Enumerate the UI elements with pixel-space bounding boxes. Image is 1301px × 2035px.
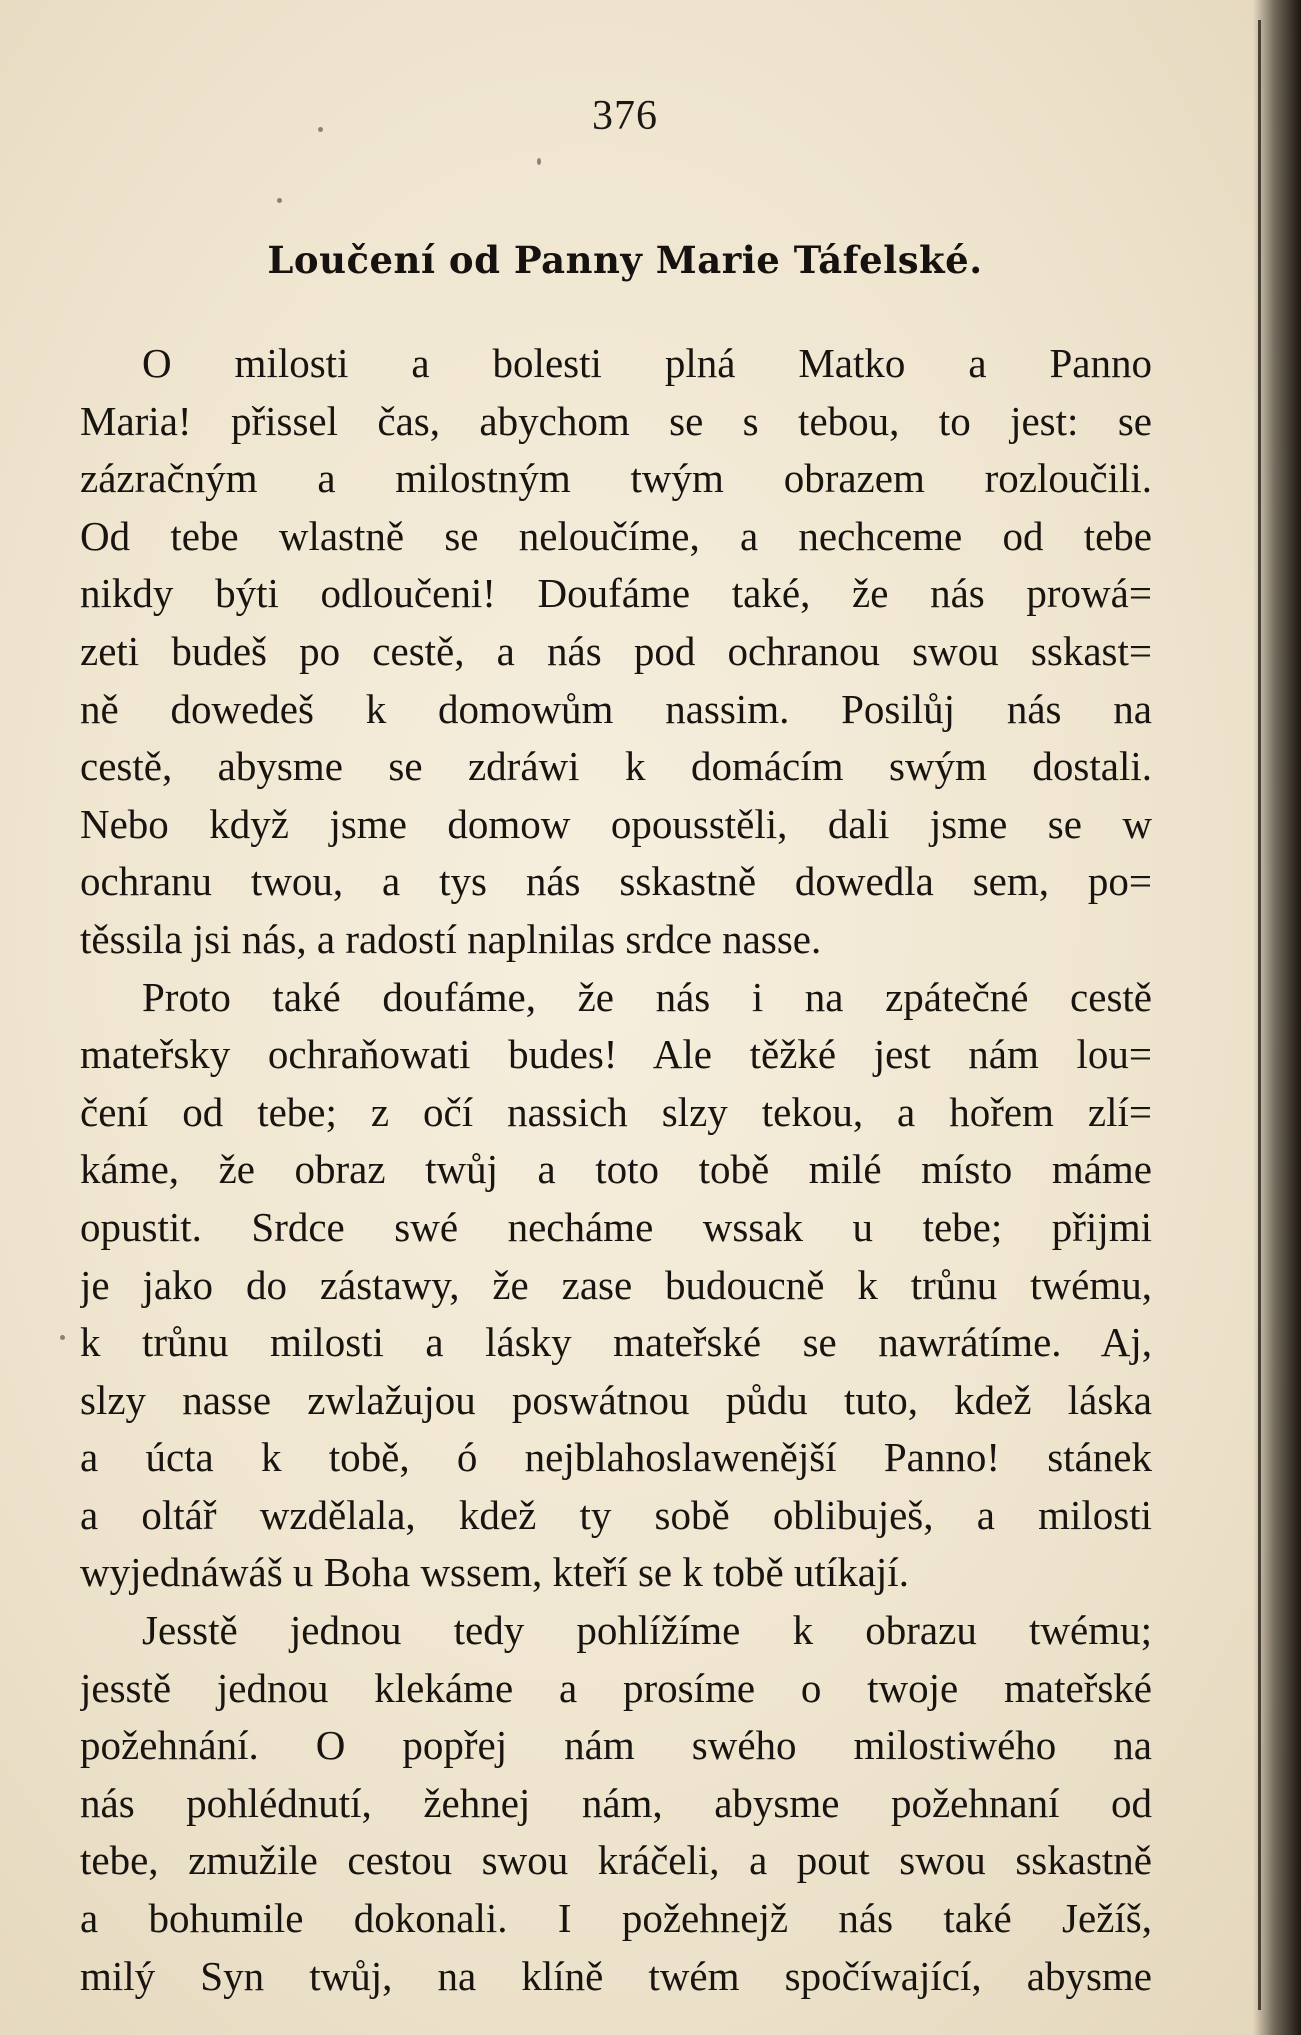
text-line: a úcta k tobě, ó nejblahoslawenější Panno! stánek bbox=[80, 1434, 1152, 1481]
text-line: Nebo když jsme domow opousstěli, dali jsme se w bbox=[80, 800, 1152, 847]
text-line: wyjednáwáš u Boha wssem, kteří se k tobě utíkají. bbox=[80, 1549, 909, 1596]
text-line: Maria! přissel čas, abychom se s tebou, to jest: se bbox=[80, 397, 1152, 444]
paper-speck bbox=[60, 1335, 65, 1340]
text-line: cestě, abysme se zdráwi k domácím swým dostali. bbox=[80, 743, 1152, 790]
text-line: a bohumile dokonali. I požehnejž nás také Ježíš, bbox=[80, 1895, 1152, 1942]
text-line: O milosti a bolesti plná Matko a Panno bbox=[142, 340, 1152, 386]
text-line: ochranu twou, a tys nás sskastně dowedla sem, po= bbox=[80, 858, 1152, 905]
text-line: Od tebe wlastně se neloučíme, a nechceme od tebe bbox=[80, 512, 1152, 559]
text-line: k trůnu milosti a lásky mateřské se nawrátíme. Aj, bbox=[80, 1319, 1152, 1366]
text-line: milý Syn twůj, na klíně twém spočíwající, abysme bbox=[80, 1952, 1152, 1999]
text-line: opustit. Srdce swé necháme wssak u tebe; přijmi bbox=[80, 1203, 1152, 1250]
text-line: tebe, zmužile cestou swou kráčeli, a pout swou sskastně bbox=[80, 1837, 1152, 1884]
text-line: mateřsky ochraňowati budes! Ale těžké jest nám lou= bbox=[80, 1031, 1152, 1078]
text-line: je jako do zástawy, že zase budoucně k trůnu twému, bbox=[80, 1261, 1152, 1308]
paper-speck bbox=[537, 158, 541, 165]
text-line: ně dowedeš k domowům nassim. Posilůj nás na bbox=[80, 685, 1152, 732]
text-line: čení od tebe; z očí nassich slzy tekou, a hořem zlí= bbox=[80, 1088, 1152, 1135]
text-line: Jesstě jednou tedy pohlížíme k obrazu twému; bbox=[142, 1607, 1152, 1654]
text-line: nikdy býti odloučeni! Doufáme také, že nás prowá= bbox=[80, 570, 1152, 617]
text-line: požehnání. O popřej nám swého milostiwého na bbox=[80, 1722, 1152, 1769]
text-line: káme, že obraz twůj a toto tobě milé místo máme bbox=[80, 1146, 1152, 1193]
text-line: nás pohlédnutí, žehnej nám, abysme požehnaní od bbox=[80, 1779, 1152, 1826]
body-text bbox=[80, 335, 1152, 2005]
page-number: 376 bbox=[592, 93, 658, 139]
page-edge-line bbox=[1258, 20, 1261, 2010]
text-line: slzy nasse zwlažujou poswátnou půdu tuto, kdež láska bbox=[80, 1376, 1152, 1423]
text-line: a oltář wzdělala, kdež ty sobě oblibuješ, a milosti bbox=[80, 1491, 1152, 1538]
text-line: jesstě jednou klekáme a prosíme o twoje mateřské bbox=[80, 1664, 1152, 1711]
text-line: zeti budeš po cestě, a nás pod ochranou swou sskast= bbox=[80, 627, 1152, 674]
chapter-heading: Loučení od Panny Marie Táfelské. bbox=[267, 238, 983, 282]
text-line: Proto také doufáme, že nás i na zpátečné cestě bbox=[142, 973, 1152, 1020]
text-line: zázračným a milostným twým obrazem rozloučili. bbox=[80, 455, 1152, 502]
text-line: těssila jsi nás, a radostí naplnilas srdce nasse. bbox=[80, 915, 822, 962]
paper-speck bbox=[277, 198, 282, 203]
